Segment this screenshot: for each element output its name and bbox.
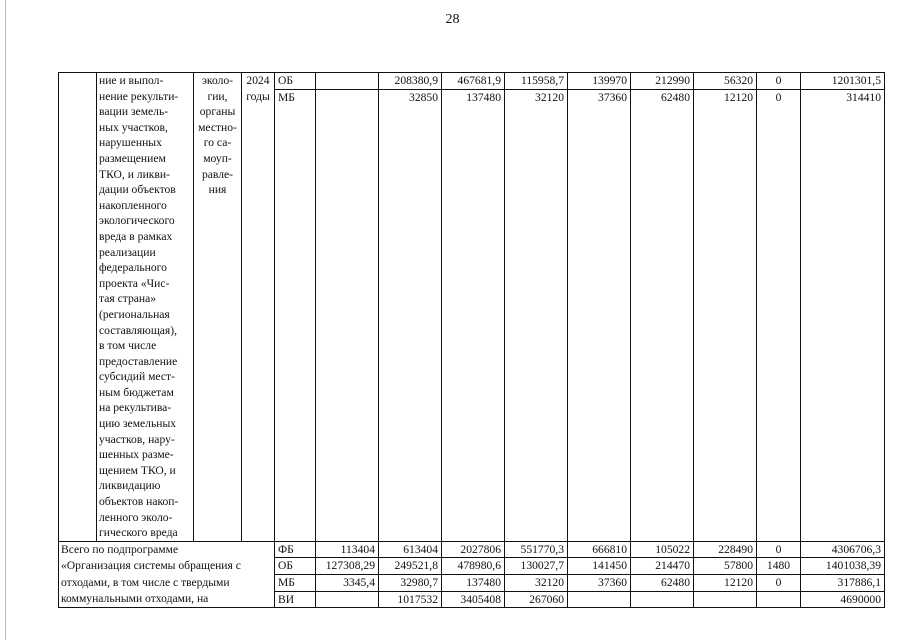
value-cell: 0 (757, 73, 801, 90)
executor-cell (194, 73, 242, 542)
value-cell: 12120 (694, 90, 757, 541)
executor-line: равле- (201, 167, 234, 181)
total-value-cell: 1201301,5 (801, 73, 885, 90)
description-line: ТКО, и ликви- (99, 167, 170, 181)
value-cell: 130027,7 (505, 558, 568, 575)
value-cell: 62480 (631, 90, 694, 541)
value-cell: 57800 (694, 558, 757, 575)
row-number-cell (59, 73, 97, 542)
description-line: в том числе (99, 339, 157, 353)
description-line: нарушенных (99, 136, 162, 150)
total-value-cell: 4690000 (801, 591, 885, 608)
value-cell: 32120 (505, 90, 568, 541)
executor-line: местно- (198, 120, 237, 134)
description-line: федерального (99, 261, 167, 275)
value-cell: 12120 (694, 575, 757, 592)
executor-line: эколо- (201, 74, 234, 87)
funding-table (58, 72, 885, 608)
value-cell (631, 591, 694, 608)
period-line: годы (246, 89, 270, 103)
description-line: нение рекульти- (99, 89, 179, 103)
value-cell: 214470 (631, 558, 694, 575)
value-cell: 37360 (568, 90, 631, 541)
total-label-line: «Организация системы обращения с (61, 559, 241, 573)
description-line: субсидий мест- (99, 370, 175, 384)
description-line: экологического (99, 214, 175, 228)
value-cell: 32120 (505, 575, 568, 592)
value-cell: 32980,7 (379, 575, 442, 592)
period-line: 2024 (246, 74, 270, 87)
description-line: участков, нару- (99, 432, 175, 446)
description-line: ных участков, (99, 120, 168, 134)
executor-line: моуп- (203, 151, 232, 165)
value-cell: 115958,7 (505, 73, 568, 90)
value-cell: 212990 (631, 73, 694, 90)
value-cell (694, 591, 757, 608)
executor-line: гии, (207, 89, 228, 103)
description-line: накопленного (99, 198, 167, 212)
value-cell: 2027806 (442, 541, 505, 558)
page-number: 28 (445, 12, 460, 27)
value-cell: 228490 (694, 541, 757, 558)
value-cell: 267060 (505, 591, 568, 608)
description-line: проекта «Чис- (99, 276, 170, 290)
description-line: шенных разме- (99, 448, 174, 462)
value-cell: 32850 (379, 90, 442, 541)
value-cell: 113404 (316, 541, 379, 558)
description-line: щением ТКО, и (99, 463, 176, 477)
description-line: ликвидацию (99, 479, 161, 493)
value-cell (316, 73, 379, 90)
value-cell: 3405408 (442, 591, 505, 608)
funding-source-cell: ФБ (275, 541, 316, 558)
period-cell (242, 73, 275, 542)
description-line: ным бюджетам (99, 385, 174, 399)
value-cell: 56320 (694, 73, 757, 90)
total-value-cell: 317886,1 (801, 575, 885, 592)
executor-line: органы (199, 105, 236, 119)
table-body (59, 73, 885, 608)
value-cell: 137480 (442, 90, 505, 541)
subprogram-total-label (59, 541, 275, 608)
total-label-line: коммунальными отходами, на (61, 591, 209, 605)
total-label-line: отходами, в том числе с твердыми (61, 575, 230, 589)
description-line: (региональная (99, 307, 170, 321)
value-cell (757, 591, 801, 608)
value-cell: 0 (757, 575, 801, 592)
value-cell: 139970 (568, 73, 631, 90)
activity-description-cell (97, 73, 194, 542)
description-line: объектов накоп- (99, 495, 179, 509)
funding-source-cell: МБ (275, 575, 316, 592)
value-cell: 1480 (757, 558, 801, 575)
description-line: вации земель- (99, 105, 169, 119)
funding-source-cell: ВИ (275, 591, 316, 608)
funding-source-cell: ОБ (275, 73, 316, 90)
total-value-cell: 4306706,3 (801, 541, 885, 558)
description-line: гического вреда (99, 526, 178, 540)
description-line: предоставление (99, 354, 178, 368)
value-cell: 1017532 (379, 591, 442, 608)
value-cell: 37360 (568, 575, 631, 592)
value-cell: 137480 (442, 575, 505, 592)
value-cell: 666810 (568, 541, 631, 558)
value-cell (316, 591, 379, 608)
activity-row-ob (59, 73, 885, 90)
value-cell: 62480 (631, 575, 694, 592)
value-cell (568, 591, 631, 608)
value-cell: 478980,6 (442, 558, 505, 575)
description-line: реализации (99, 245, 156, 259)
description-line: дации объектов (99, 183, 176, 197)
value-cell: 249521,8 (379, 558, 442, 575)
funding-source-cell: МБ (275, 90, 316, 541)
value-cell: 613404 (379, 541, 442, 558)
executor-line: ния (208, 183, 227, 197)
funding-source-cell: ОБ (275, 558, 316, 575)
value-cell: 551770,3 (505, 541, 568, 558)
value-cell: 141450 (568, 558, 631, 575)
value-cell: 467681,9 (442, 73, 505, 90)
description-line: ленного эколо- (99, 510, 173, 524)
total-label-line: Всего по подпрограмме (61, 542, 179, 556)
value-cell: 127308,29 (316, 558, 379, 575)
total-row-fb (59, 541, 885, 558)
total-value-cell: 1401038,39 (801, 558, 885, 575)
value-cell: 0 (757, 90, 801, 541)
description-line: ние и выпол- (99, 74, 164, 87)
description-line: составляющая), (99, 323, 177, 337)
description-line: размещением (99, 151, 166, 165)
description-line: тая страна» (99, 292, 157, 306)
value-cell: 105022 (631, 541, 694, 558)
executor-line: го са- (203, 136, 232, 150)
value-cell (316, 90, 379, 541)
description-line: на рекультива- (99, 401, 172, 415)
value-cell: 0 (757, 541, 801, 558)
description-line: цию земельных (99, 417, 177, 431)
page-left-edge (5, 0, 6, 640)
value-cell: 3345,4 (316, 575, 379, 592)
value-cell: 208380,9 (379, 73, 442, 90)
description-line: вреда в рамках (99, 229, 173, 243)
total-value-cell: 314410 (801, 90, 885, 541)
